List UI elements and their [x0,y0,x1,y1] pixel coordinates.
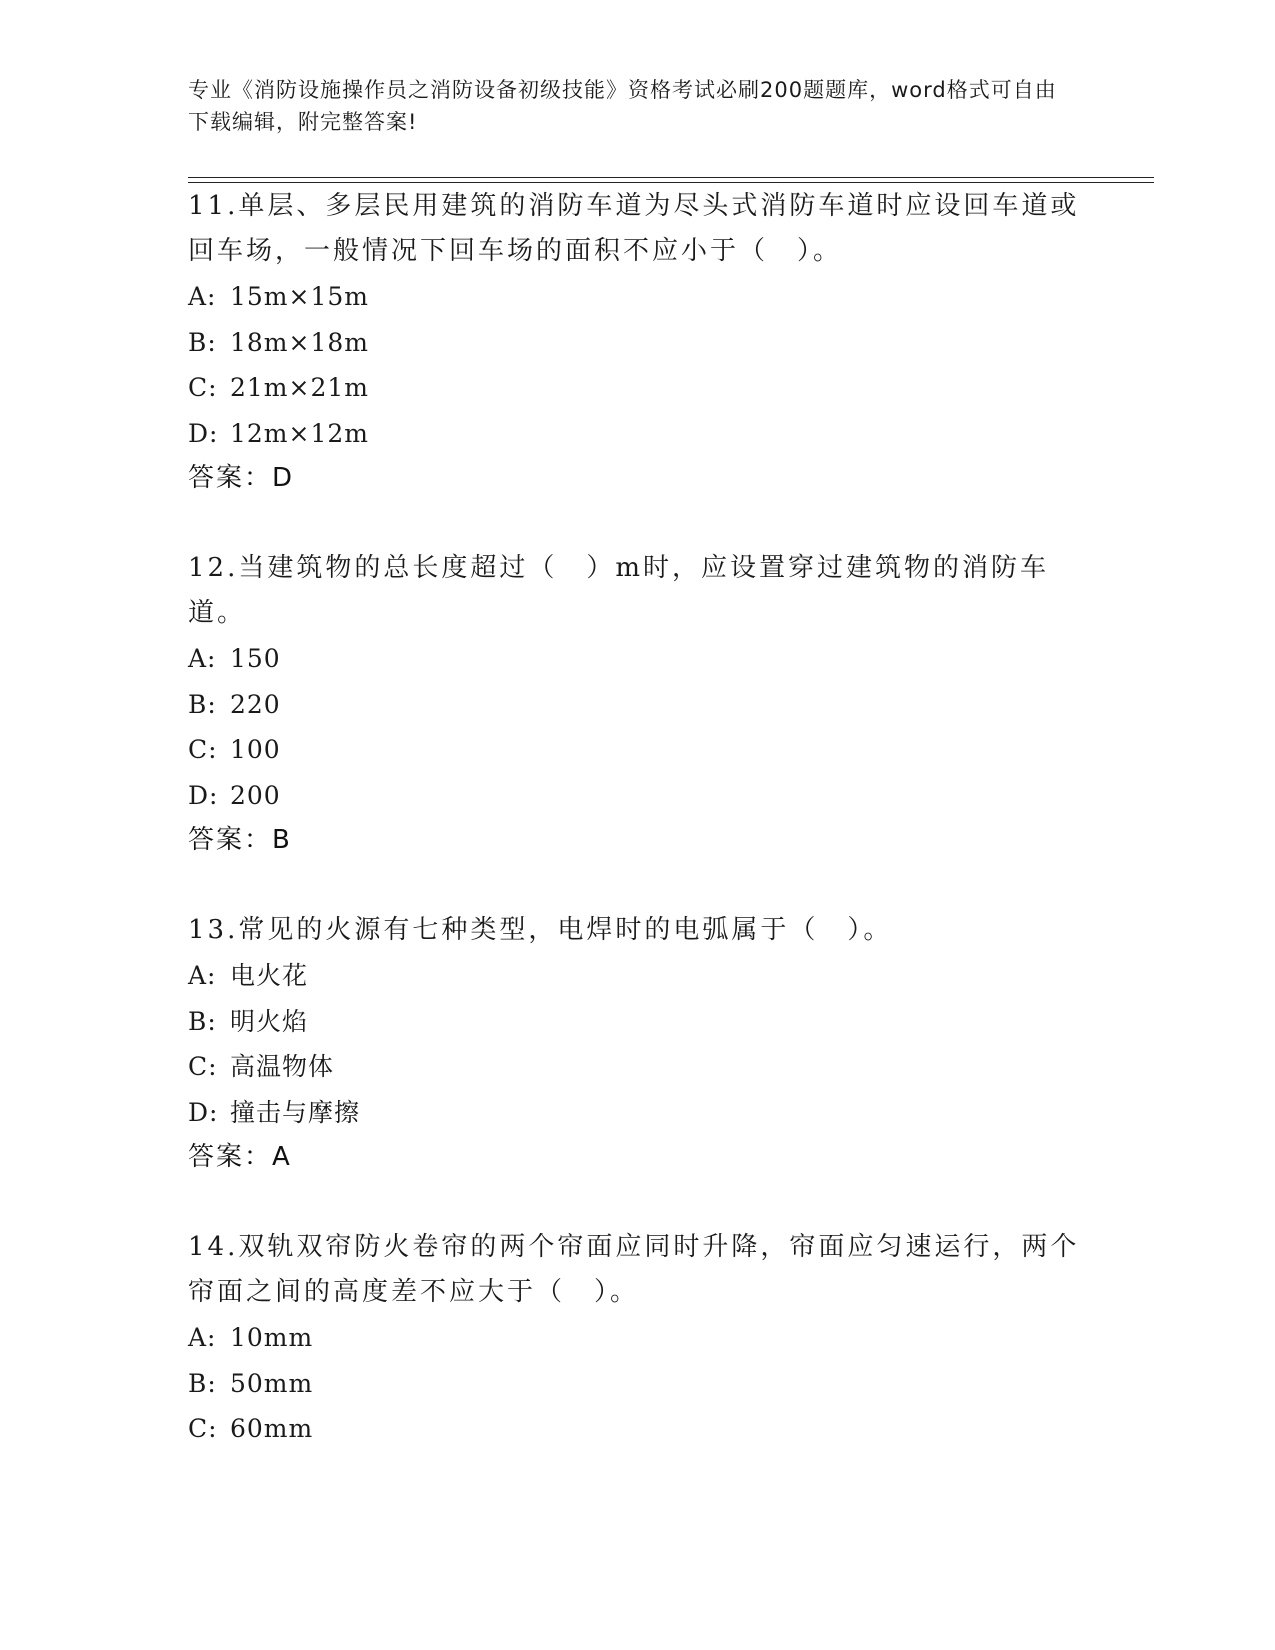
option-d [188,773,1088,819]
option-key: B: [188,1006,217,1036]
option-c [188,1406,1088,1452]
option-text: 明火焰 [230,1006,309,1036]
option-b [188,1361,1088,1407]
option-key: C: [188,373,218,402]
answer: 答案：A [188,1142,292,1172]
option-text: 撞击与摩擦 [230,1097,361,1127]
option-key: D: [188,418,219,448]
question-12 [188,546,1088,863]
option-a [188,274,1088,320]
option-text: 15m×15m [230,282,369,311]
option-key: D: [188,780,219,810]
option-key: B: [188,689,217,719]
option-text: 220 [230,689,281,719]
option-a [188,1315,1088,1361]
question-13 [188,908,1088,1180]
option-d [188,1090,1088,1136]
option-b [188,999,1088,1045]
option-text: 高温物体 [230,1052,335,1081]
option-key: C: [188,1052,218,1081]
header-divider-bottom [188,182,1154,183]
option-d [188,411,1088,457]
option-c [188,1044,1088,1090]
question-stem: 14.双轨双帘防火卷帘的两个帘面应同时升降，帘面应匀速运行，两个帘面之间的高度差不应大于（ ）。 [188,1232,1080,1307]
option-text: 200 [230,780,281,810]
question-11 [188,184,1088,501]
option-b [188,320,1088,366]
option-key: B: [188,327,217,357]
option-text: 18m×18m [230,327,369,357]
option-key: C: [188,735,218,764]
option-text: 50mm [230,1368,314,1398]
header-divider-top [188,177,1154,178]
option-key: A: [188,644,217,673]
question-stem: 13.常见的火源有七种类型，电焊时的电弧属于（ ）。 [188,915,893,945]
answer: 答案：B [188,825,292,855]
option-key: A: [188,1323,217,1352]
option-text: 10mm [230,1323,314,1352]
option-text: 12m×12m [230,418,369,448]
option-text: 21m×21m [230,373,369,402]
option-c [188,727,1088,773]
option-key: D: [188,1097,219,1127]
question-stem: 12.当建筑物的总长度超过（ ）m时，应设置穿过建筑物的消防车道。 [188,553,1050,628]
option-text: 电火花 [230,961,309,990]
answer: 答案：D [188,463,295,493]
document-intro: 专业《消防设施操作员之消防设备初级技能》资格考试必刷200题题库，word格式可自由下载编辑，附完整答案! [188,78,1057,134]
option-key: A: [188,961,217,990]
option-text: 100 [230,735,281,764]
option-c [188,365,1088,411]
question-stem: 11.单层、多层民用建筑的消防车道为尽头式消防车道时应设回车道或回车场，一般情况下回车场的面积不应小于（ ）。 [188,191,1080,266]
option-key: B: [188,1368,217,1398]
option-a [188,636,1088,682]
option-text: 150 [230,644,281,673]
option-a [188,953,1088,999]
question-14 [188,1225,1088,1452]
option-b [188,682,1088,728]
option-key: A: [188,282,217,311]
option-text: 60mm [230,1414,314,1443]
option-key: C: [188,1414,218,1443]
